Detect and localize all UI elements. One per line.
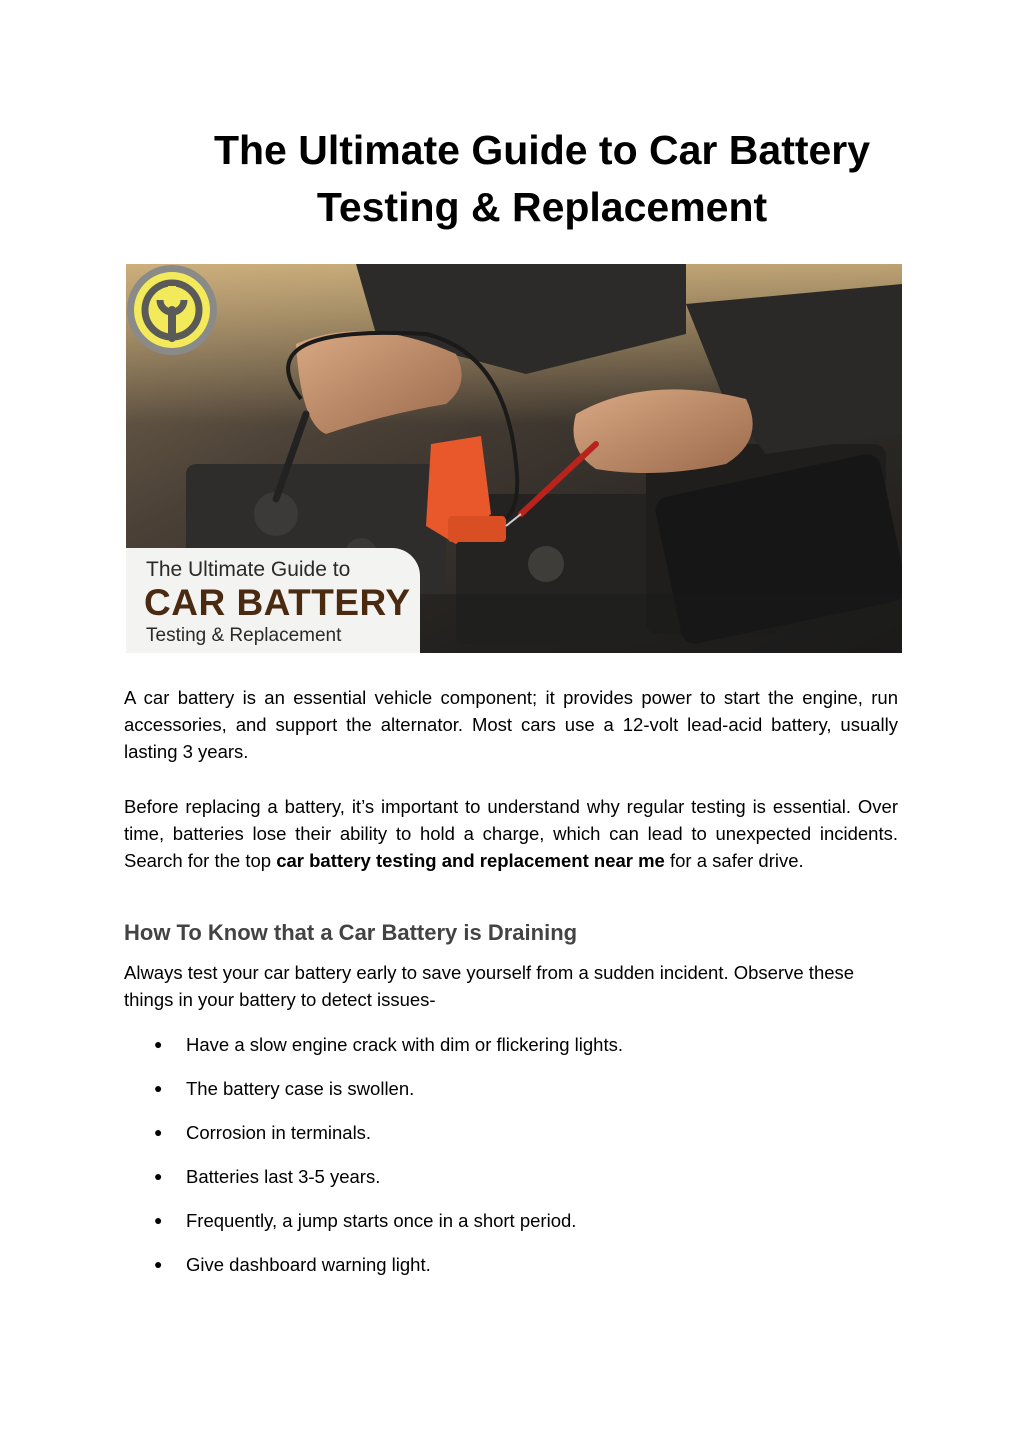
intro-paragraph-2 xyxy=(124,793,898,874)
list-item xyxy=(150,1251,623,1295)
page-title xyxy=(150,122,934,236)
hero-overlay-subtitle: The Ultimate Guide to xyxy=(146,558,351,581)
intro-paragraph-2-text: Before replacing a battery, it’s important to understand why regular testing is essential. Over time, batteries lose their ability to hold a charge, which can lead to unexpected incidents. Search for the top xyxy=(124,796,898,871)
hero-image xyxy=(126,264,902,653)
keyword-phrase: car battery testing and replacement near me xyxy=(276,850,665,871)
list-item xyxy=(150,1075,623,1119)
list-item-text: Batteries last 3-5 years. xyxy=(186,1166,381,1187)
list-item-text: Corrosion in terminals. xyxy=(186,1122,372,1143)
list-item-text: Have a slow engine crack with dim or flickering lights. xyxy=(186,1034,623,1055)
page-title-line1: The Ultimate Guide to Car Battery xyxy=(213,127,871,173)
hero-overlay-card xyxy=(126,548,420,653)
hero-overlay-title: CAR BATTERY xyxy=(144,582,411,623)
bullet-icon: ● xyxy=(154,1212,163,1228)
list-item xyxy=(150,1163,623,1207)
bullet-icon: ● xyxy=(154,1124,163,1140)
list-item xyxy=(150,1119,623,1163)
wrench-steering-wheel-icon xyxy=(126,264,218,356)
list-item xyxy=(150,1207,623,1251)
bullet-icon: ● xyxy=(154,1080,163,1096)
hero-overlay-caption: Testing & Replacement xyxy=(146,625,342,646)
list-item-text: The battery case is swollen. xyxy=(186,1078,415,1099)
bullet-icon: ● xyxy=(154,1036,163,1052)
intro-paragraph-1: A car battery is an essential vehicle component; it provides power to start the engine, run accessories, and support the alternator. Most cars use a 12-volt lead-acid battery, usually lasting 3 years. xyxy=(124,687,898,762)
page-title-line2: Testing & Replacement xyxy=(316,184,768,230)
list-item-text: Give dashboard warning light. xyxy=(186,1254,431,1275)
list-item-text: Frequently, a jump starts once in a short period. xyxy=(186,1210,577,1231)
section-lead: Always test your car battery early to save yourself from a sudden incident. Observe these things in your battery to detect issues- xyxy=(124,962,855,1010)
bullet-icon: ● xyxy=(154,1168,163,1184)
intro-paragraph-2-tail: for a safer drive. xyxy=(664,850,804,871)
list-item xyxy=(150,1031,623,1075)
section-heading: How To Know that a Car Battery is Draining xyxy=(124,920,578,945)
symptom-list xyxy=(150,1031,623,1295)
bullet-icon: ● xyxy=(154,1256,163,1272)
